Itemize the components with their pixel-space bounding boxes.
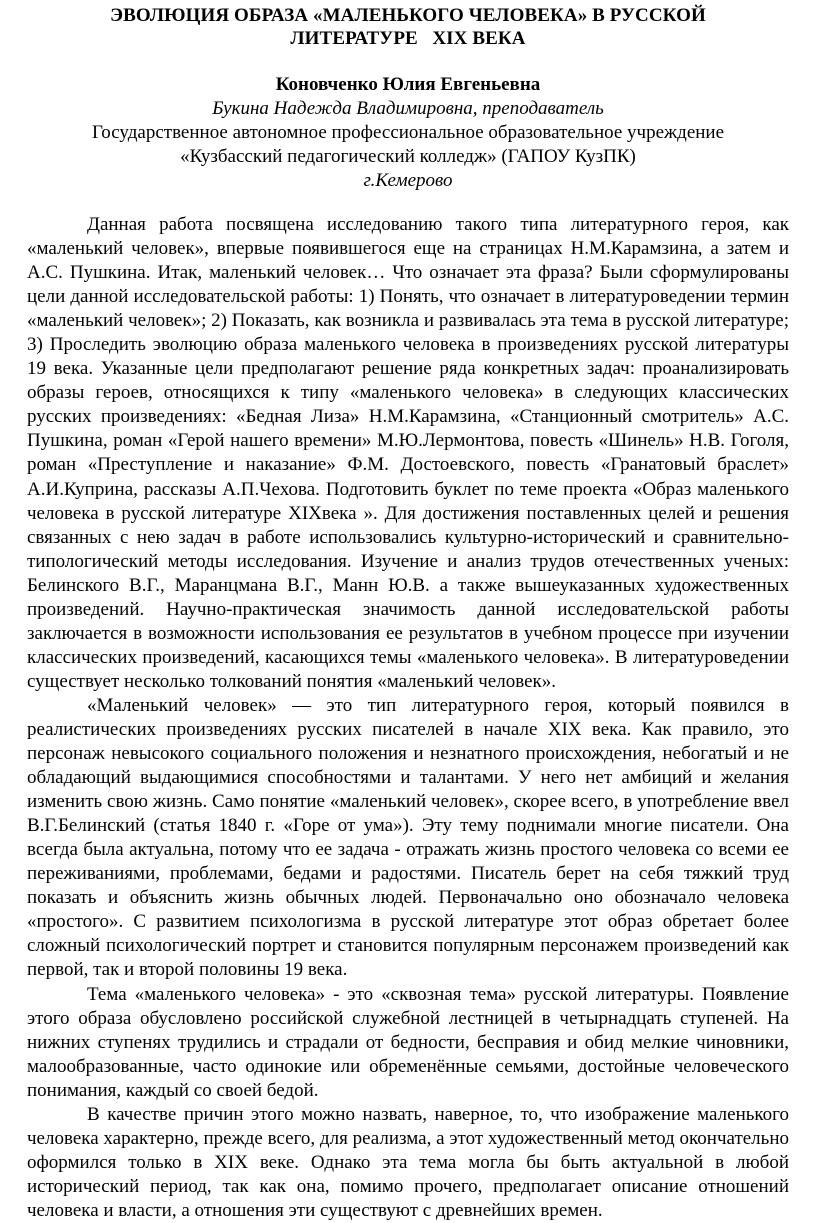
title-line-2: ЛИТЕРАТУРЕ XIX ВЕКА <box>290 28 526 49</box>
author-name: Коновченко Юлия Евгеньевна <box>275 74 541 95</box>
institution-line-1: Государственное автономное профессиональное образовательное учреждение <box>91 122 725 143</box>
paragraph-reasons: В качестве причин этого можно назвать, наверное, то, что изображение маленького человека характерно, прежде всего, для реализма, а этот художественный метод окончательно оформился только в XIX веке. Однако эта тема могла бы быть актуальной в любой исторический период, так как она, помимо прочего, предполагает описание отношений человека и власти, а отношения эти существуют с древнейших времен. <box>27 1103 789 1221</box>
paragraph-theme: Тема «маленького человека» - это «сквозная тема» русской литературы. Появление этого образа обусловлено российской служебной лестницей в четырнадцать ступеней. На нижних ступенях трудились и страдали от бедности, бесправия и обид мелкие чиновники, малообразованные, часто одинокие или обременённые семьями, достойные человеческого понимания, каждый со своей бедой. <box>27 983 789 1101</box>
institution-line-2: «Кузбасский педагогический колледж» (ГАПОУ КузПК) <box>180 146 636 167</box>
advisor-name: Букина Надежда Владимировна, преподаватель <box>212 98 604 119</box>
title-line-1: ЭВОЛЮЦИЯ ОБРАЗА «МАЛЕНЬКОГО ЧЕЛОВЕКА» В РУССКОЙ <box>110 5 706 26</box>
author-block <box>27 73 789 193</box>
document-page <box>27 0 789 1223</box>
paragraph-intro: Данная работа посвящена исследованию такого типа литературного героя, как «маленький человек», впервые появившегося еще на страницах Н.М.Карамзина, а затем и А.С. Пушкина. Итак, маленький человек… Что означает эта фраза? Были сформулированы цели данной исследовательской работы: 1) Понять, что означает в литературоведении термин «маленький человек»; 2) Показать, как возникла и развивалась эта тема в русской литературе; 3) Проследить эволюцию образа маленького человека в произведениях русской литературы 19 века. Указанные цели предполагают решение ряда конкретных задач: проанализировать образы героев, относящихся к типу «маленького человека» в следующих классических русских произведениях: «Бедная Лиза» Н.М.Карамзина, «Станционный смотритель» А.С. Пушкина, роман «Герой нашего времени» М.Ю.Лермонтова, повесть «Шинель» Н.В. Гоголя, роман «Преступление и наказание» Ф.М. Достоевского, повесть «Гранатовый браслет» А.И.Куприна, рассказы А.П.Чехова. Подготовить буклет по теме проекта «Образ маленького человека в русской литературе XIXвека ». Для достижения поставленных целей и решения связанных с нею задач в работе использовались культурно-исторический и сравнительно-типологический методы исследования. Изучение и анализ трудов отечественных ученых: Белинского В.Г., Маранцмана В.Г., Манн Ю.В. а также вышеуказанных художественных произведений. Научно-практическая значимость данной исследовательской работы заключается в возможности использования ее результатов в учебном процессе при изучении классических произведений, касающихся темы «маленького человека». В литературоведении существует несколько толкований понятия «маленький человек». <box>27 214 789 692</box>
document-title <box>27 4 789 50</box>
paragraph-definition: «Маленький человек» — это тип литературного героя, который появился в реалистических произведениях русских писателей в начале XIX века. Как правило, это персонаж невысокого социального положения и незнатного происхождения, небогатый и не обладающий выдающимися способностями и талантами. У него нет амбиций и желания изменить свою жизнь. Само понятие «маленький человек», скорее всего, в употребление ввел В.Г.Белинский (статья 1840 г. «Горе от ума»). Эту тему поднимали многие писатели. Она всегда была актуальна, потому что ее задача - отражать жизнь простого человека со всеми ее переживаниями, проблемами, бедами и радостями. Писатель берет на себя тяжкий труд показать и объяснить жизнь обычных людей. Первоначально оно обозначало человека «простого». С развитием психологизма в русской литературе этот образ обретает более сложный психологический портрет и становится популярным персонажем произведений как первой, так и второй половины 19 века. <box>27 694 789 981</box>
article-body <box>27 213 789 1223</box>
city-name: г.Кемерово <box>363 170 453 191</box>
